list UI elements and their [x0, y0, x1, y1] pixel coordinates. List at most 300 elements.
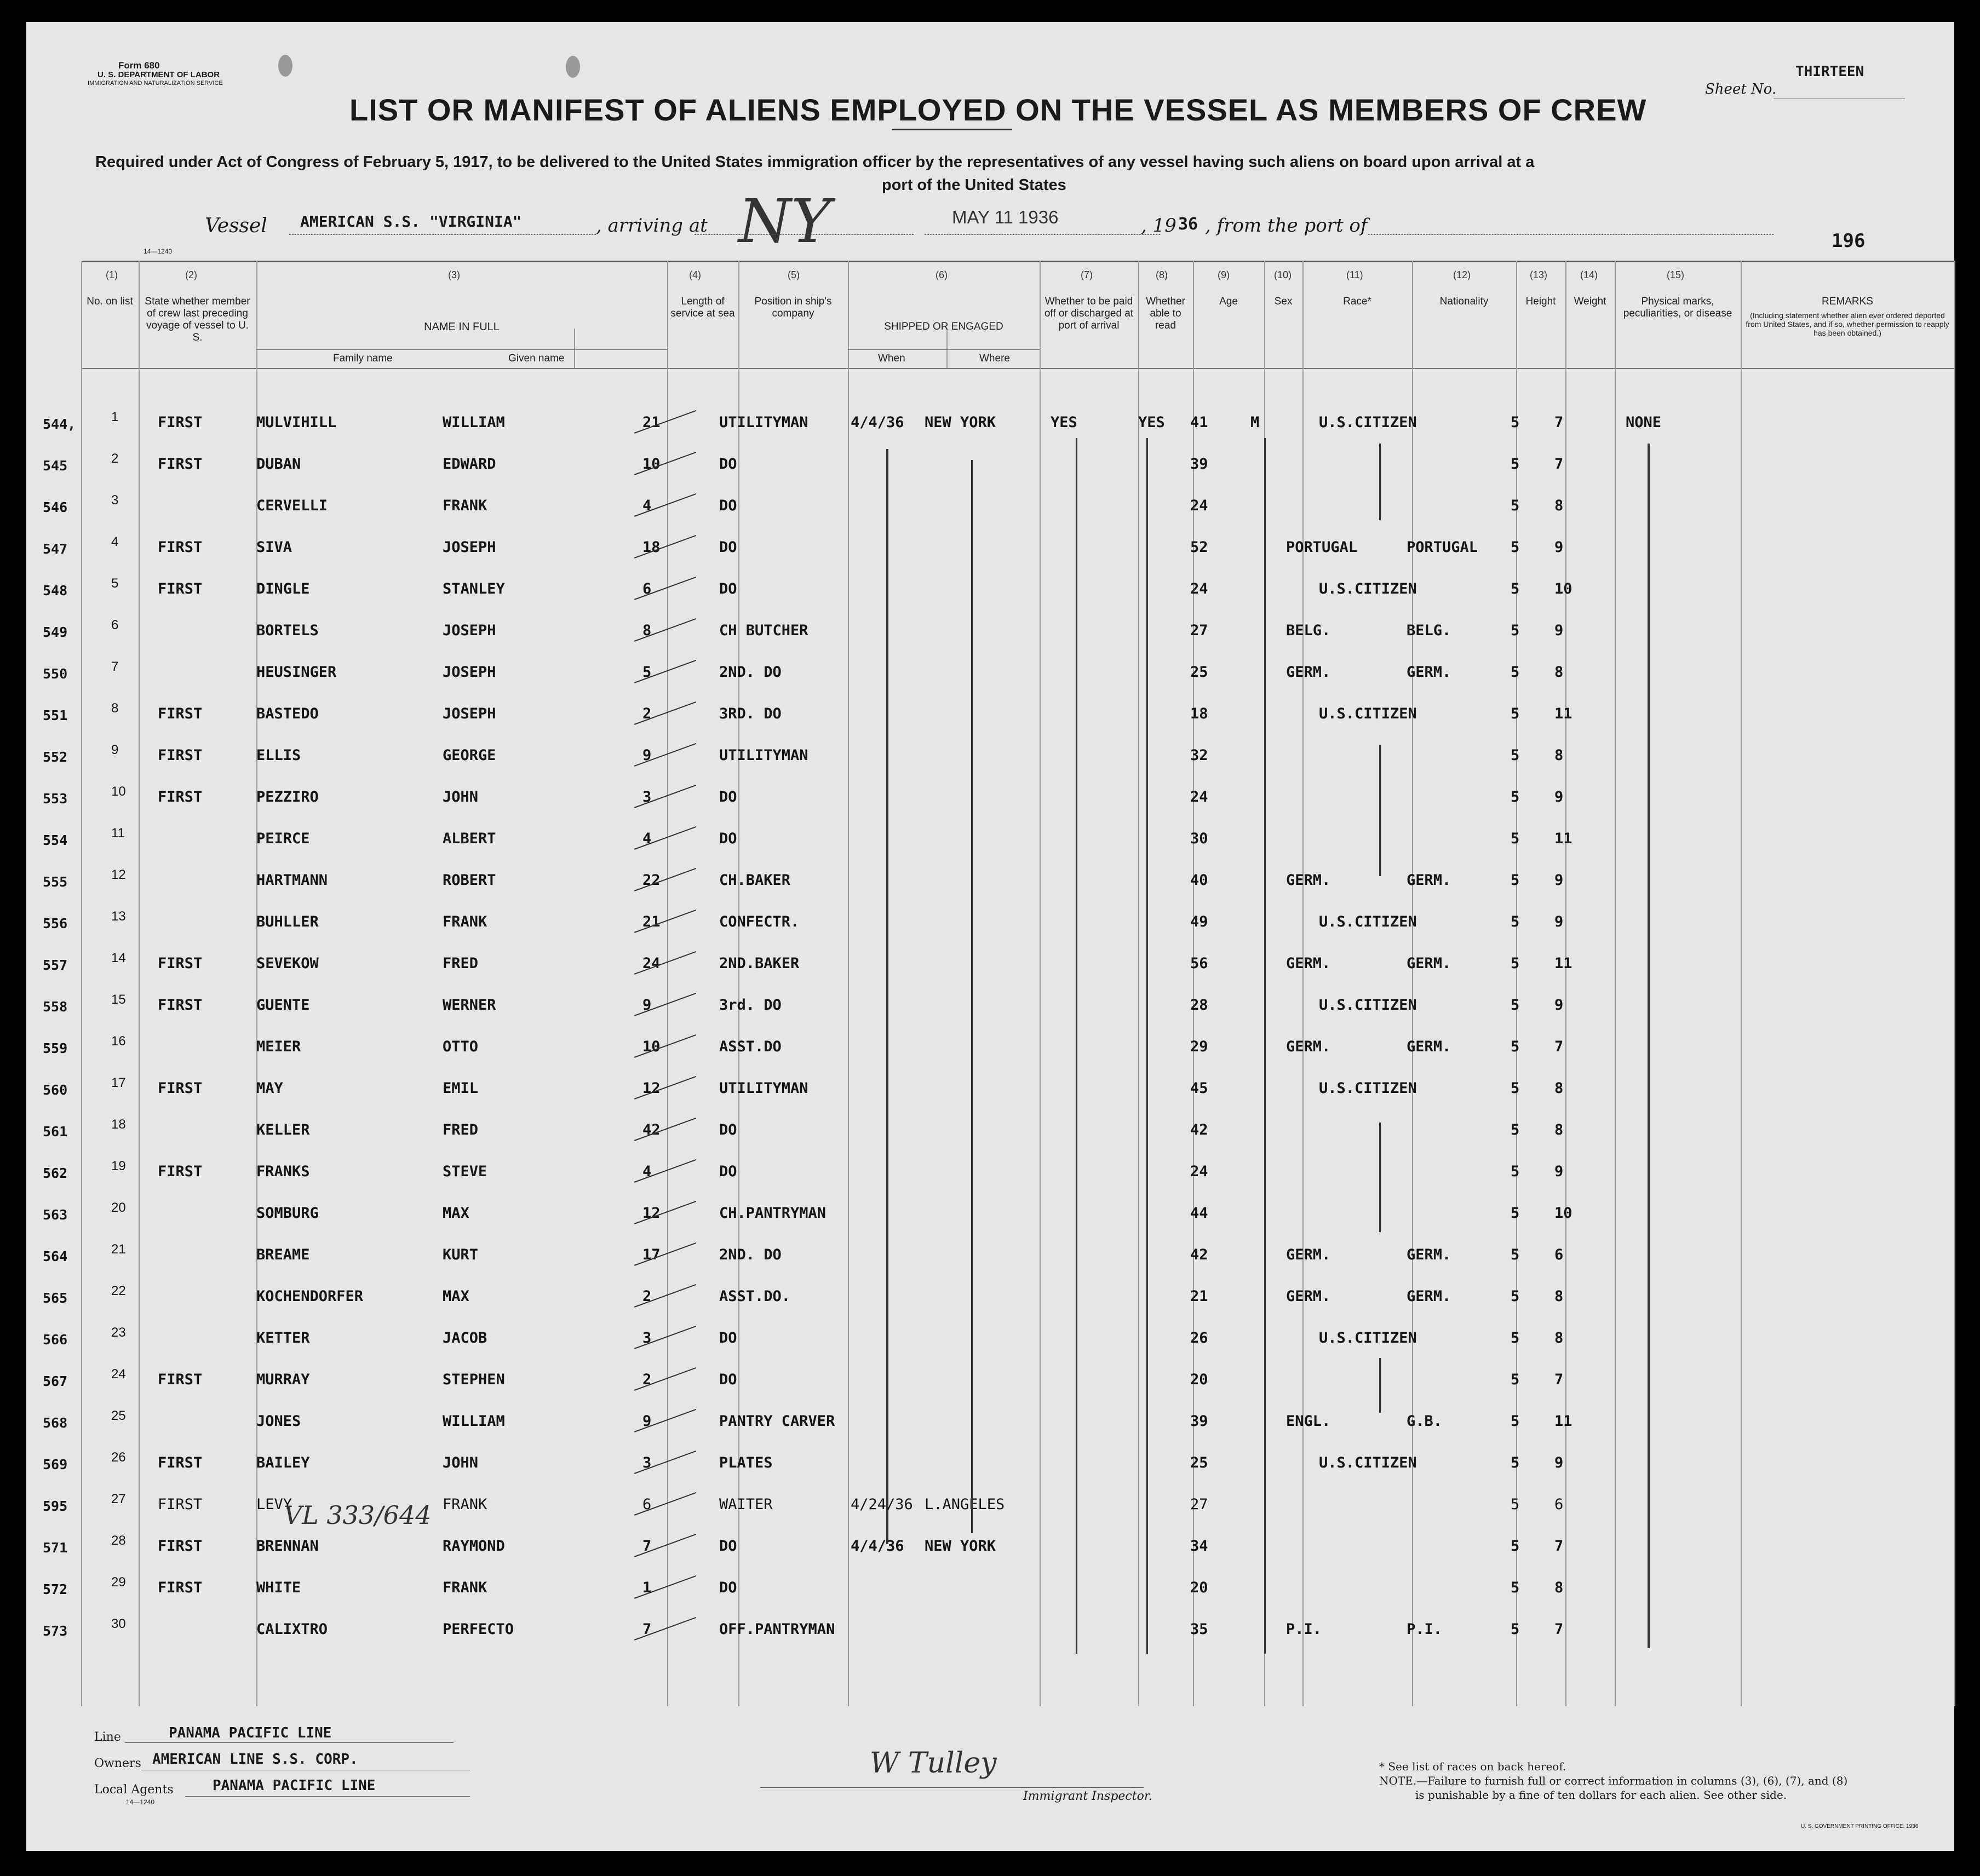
cell-family-name: KETTER: [256, 1330, 310, 1346]
cell-height: 5: [1511, 456, 1520, 473]
cell-position: 3RD. DO: [719, 705, 782, 722]
cell-age: 20: [1190, 1579, 1208, 1596]
column-header: SHIPPED OR ENGAGED: [884, 321, 1003, 332]
row-number: 4: [111, 534, 119, 549]
cell-nationality: G.B.: [1407, 1413, 1443, 1430]
service: IMMIGRATION AND NATURALIZATION SERVICE: [88, 80, 223, 87]
column-number: (2): [185, 269, 197, 280]
footer-note-2: NOTE.—Failure to furnish full or correct information in columns (3), (6), (7), and (8): [1379, 1774, 1848, 1787]
cell-position: 2ND. DO: [719, 664, 782, 681]
agents-value: PANAMA PACIFIC LINE: [213, 1777, 376, 1794]
cell-position: ASST.DO: [719, 1038, 782, 1055]
row-margin-number: 563: [43, 1207, 68, 1223]
column-divider: [1741, 261, 1742, 1706]
cell-shipped-where: NEW YORK: [925, 1538, 996, 1555]
column-header: Weight: [1574, 296, 1606, 307]
cell-given-name: STANLEY: [443, 580, 505, 597]
cell-shipped-when: 4/4/36: [851, 1538, 904, 1555]
cell-given-name: FRANK: [443, 913, 487, 930]
department: U. S. DEPARTMENT OF LABOR: [97, 70, 220, 79]
cell-service-length: 24: [642, 955, 661, 972]
arriving-value: NY: [738, 186, 831, 256]
row-margin-number: 551: [43, 707, 68, 723]
row-margin-number: 566: [43, 1332, 68, 1348]
cell-position: UTILITYMAN: [719, 414, 808, 431]
cell-height: 5: [1511, 1496, 1520, 1513]
cell-height: 5: [1511, 622, 1520, 639]
cell-service-length: 2: [642, 705, 652, 722]
column-divider: [81, 261, 82, 1706]
column-number: (15): [1667, 269, 1685, 280]
cell-weight: 9: [1554, 913, 1564, 930]
cell-nationality: GERM.: [1407, 955, 1451, 972]
cell-family-name: CALIXTRO: [256, 1621, 328, 1638]
cell-family-name: BORTELS: [256, 622, 319, 639]
owners-value: AMERICAN LINE S.S. CORP.: [152, 1751, 358, 1768]
cell-height: 5: [1511, 1621, 1520, 1638]
row-margin-number: 547: [43, 541, 68, 557]
row-number: 17: [111, 1075, 126, 1090]
column-header: Nationality: [1439, 296, 1489, 307]
cell-first-voyage: FIRST: [158, 580, 203, 597]
agents-code: 14—1240: [126, 1798, 155, 1806]
row-number: 8: [111, 701, 119, 716]
punch-hole: [566, 56, 580, 78]
cell-first-voyage: FIRST: [158, 1579, 203, 1596]
column-divider: [1302, 261, 1304, 1706]
row-margin-number: 559: [43, 1040, 68, 1056]
cell-first-voyage: FIRST: [158, 1163, 203, 1180]
cell-family-name: DINGLE: [256, 580, 310, 597]
cell-given-name: WERNER: [443, 997, 496, 1014]
row-margin-number: 548: [43, 583, 68, 599]
cell-position: PANTRY CARVER: [719, 1413, 835, 1430]
row-number: 10: [111, 784, 126, 799]
cell-service-length: 3: [642, 789, 652, 805]
year-value: 36: [1178, 215, 1198, 234]
cell-position: CH.PANTRYMAN: [719, 1205, 827, 1222]
cell-service-length: 22: [642, 872, 661, 889]
cell-race: PORTUGAL: [1286, 539, 1358, 556]
column-header: No. on list: [87, 296, 133, 307]
cell-weight: 11: [1554, 705, 1572, 722]
cell-nationality: GERM.: [1407, 1038, 1451, 1055]
cell-weight: 9: [1554, 622, 1564, 639]
cell-family-name: PEIRCE: [256, 830, 310, 847]
column-header: State whether member of crew last preceding voyage of vessel to U. S.: [145, 296, 250, 343]
cell-given-name: EMIL: [443, 1080, 479, 1097]
line-value: PANAMA PACIFIC LINE: [169, 1725, 332, 1741]
cell-first-voyage: FIRST: [158, 1371, 203, 1388]
cell-height: 5: [1511, 955, 1520, 972]
row-margin-number: 553: [43, 791, 68, 807]
cell-race: ENGL.: [1286, 1413, 1331, 1430]
cell-position: DO: [719, 539, 737, 556]
row-number: 11: [111, 826, 125, 841]
cell-service-length: 8: [642, 622, 652, 639]
cell-race: U.S.CITIZEN: [1319, 997, 1417, 1014]
row-margin-number: 569: [43, 1457, 68, 1472]
cell-position: CONFECTR.: [719, 913, 800, 930]
cell-age: 24: [1190, 1163, 1208, 1180]
handwritten-note: VL 333/644: [284, 1500, 432, 1530]
punch-hole: [278, 55, 292, 77]
cell-service-length: 21: [642, 913, 661, 930]
row-margin-number: 573: [43, 1623, 68, 1639]
cell-given-name: JOHN: [443, 789, 479, 805]
cell-weight: 7: [1554, 1538, 1564, 1555]
sheet-number: THIRTEEN: [1795, 64, 1864, 80]
row-number: 5: [111, 576, 119, 591]
cell-first-voyage: FIRST: [158, 1496, 203, 1513]
row-margin-number: 545: [43, 458, 68, 474]
cell-position: DO: [719, 497, 737, 514]
cell-age: 18: [1190, 705, 1208, 722]
table-top-line: [81, 261, 1954, 262]
row-margin-number: 564: [43, 1248, 68, 1264]
year-prefix: , 19: [1141, 215, 1176, 237]
column-subheader: Where: [979, 353, 1010, 364]
row-margin-number: 554: [43, 832, 68, 848]
cell-height: 5: [1511, 830, 1520, 847]
column-number: (10): [1274, 269, 1292, 280]
inspector-signature: W Tulley: [870, 1747, 997, 1780]
cell-family-name: KELLER: [256, 1121, 310, 1138]
cell-service-length: 42: [642, 1121, 661, 1138]
title-underline: [892, 129, 1012, 130]
column-divider: [1138, 261, 1139, 1706]
port-label: , from the port of: [1205, 215, 1368, 237]
cell-age: 32: [1190, 747, 1208, 764]
cell-age: 20: [1190, 1371, 1208, 1388]
subheader-rule: [848, 349, 1040, 350]
cell-age: 40: [1190, 872, 1208, 889]
cell-weight: 11: [1554, 955, 1572, 972]
ditto-line: [1379, 1358, 1381, 1413]
agents-label: Local Agents: [94, 1783, 174, 1797]
column-number: (14): [1580, 269, 1598, 280]
cell-weight: 9: [1554, 1163, 1564, 1180]
row-number: 28: [111, 1533, 126, 1548]
cell-race: GERM.: [1286, 664, 1331, 681]
row-margin-number: 555: [43, 874, 68, 890]
row-margin-number: 565: [43, 1290, 68, 1306]
cell-height: 5: [1511, 1205, 1520, 1222]
cell-weight: 8: [1554, 1080, 1564, 1097]
cell-weight: 7: [1554, 414, 1564, 431]
ditto-line: [1264, 438, 1266, 1654]
cell-family-name: BUHLLER: [256, 913, 319, 930]
ditto-line: [1379, 444, 1381, 520]
cell-shipped-where: NEW YORK: [925, 414, 996, 431]
cell-service-length: 1: [642, 1579, 652, 1596]
cell-position: UTILITYMAN: [719, 747, 808, 764]
cell-first-voyage: FIRST: [158, 705, 203, 722]
cell-height: 5: [1511, 789, 1520, 805]
cell-given-name: OTTO: [443, 1038, 479, 1055]
cell-first-voyage: FIRST: [158, 789, 203, 805]
cell-given-name: EDWARD: [443, 456, 496, 473]
cell-height: 5: [1511, 414, 1520, 431]
cell-family-name: BAILEY: [256, 1454, 310, 1471]
column-number: (9): [1218, 269, 1230, 280]
cell-weight: 10: [1554, 580, 1572, 597]
cell-age: 44: [1190, 1205, 1208, 1222]
remarks-note: (Including statement whether alien ever ordered deported from United States, and if so, whether permission to reapply has been obtained.): [1746, 311, 1949, 337]
cell-service-length: 3: [642, 1330, 652, 1346]
cell-service-length: 4: [642, 497, 652, 514]
column-number: (5): [788, 269, 800, 280]
cell-family-name: DUBAN: [256, 456, 301, 473]
cell-race: U.S.CITIZEN: [1319, 1330, 1417, 1346]
ditto-line: [1379, 1123, 1381, 1232]
cell-height: 5: [1511, 1538, 1520, 1555]
column-number: (7): [1081, 269, 1093, 280]
cell-position: DO: [719, 1579, 737, 1596]
ditto-line: [1648, 444, 1650, 1648]
footer-note-1: * See list of races on back hereof.: [1379, 1760, 1566, 1773]
footer-note-3: is punishable by a fine of ten dollars for each alien. See other side.: [1415, 1788, 1787, 1802]
vessel-value: AMERICAN S.S. "VIRGINIA": [300, 212, 522, 231]
column-divider: [256, 261, 257, 1706]
subheader-rule: [256, 349, 667, 350]
cell-age: 24: [1190, 789, 1208, 805]
date-stamp: MAY 11 1936: [952, 207, 1059, 227]
cell-first-voyage: FIRST: [158, 539, 203, 556]
cell-given-name: GEORGE: [443, 747, 496, 764]
cell-position: OFF.PANTRYMAN: [719, 1621, 835, 1638]
cell-position: DO: [719, 789, 737, 805]
cell-given-name: JOHN: [443, 1454, 479, 1471]
name-subdivider: [574, 329, 575, 368]
row-number: 25: [111, 1408, 126, 1423]
cell-given-name: WILLIAM: [443, 1413, 505, 1430]
cell-given-name: FRED: [443, 955, 479, 972]
cell-weight: 7: [1554, 1038, 1564, 1055]
cell-height: 5: [1511, 1330, 1520, 1346]
cell-weight: 8: [1554, 664, 1564, 681]
column-number: (6): [936, 269, 948, 280]
cell-age: 30: [1190, 830, 1208, 847]
cell-family-name: BRENNAN: [256, 1538, 319, 1555]
cell-position: ASST.DO.: [719, 1288, 791, 1305]
cell-given-name: ROBERT: [443, 872, 496, 889]
cell-height: 5: [1511, 1246, 1520, 1263]
column-divider: [738, 261, 739, 1706]
cell-height: 5: [1511, 664, 1520, 681]
row-margin-number: 556: [43, 916, 68, 931]
cell-weight: 11: [1554, 830, 1572, 847]
line-label: Line: [94, 1730, 121, 1744]
cell-age: 42: [1190, 1121, 1208, 1138]
cell-given-name: JOSEPH: [443, 539, 496, 556]
cell-weight: 7: [1554, 1621, 1564, 1638]
cell-height: 5: [1511, 1080, 1520, 1097]
cell-family-name: JONES: [256, 1413, 301, 1430]
column-subheader: Family name: [333, 353, 393, 364]
cell-position: DO: [719, 830, 737, 847]
cell-service-length: 6: [642, 580, 652, 597]
cell-position: DO: [719, 1330, 737, 1346]
cell-height: 5: [1511, 747, 1520, 764]
column-header: Height: [1525, 296, 1556, 307]
cell-first-voyage: FIRST: [158, 955, 203, 972]
row-number: 24: [111, 1367, 126, 1382]
row-margin-number: 560: [43, 1082, 68, 1098]
line-rule: [125, 1742, 454, 1743]
vessel-line: [289, 234, 596, 235]
cell-family-name: PEZZIRO: [256, 789, 319, 805]
cell-position: PLATES: [719, 1454, 773, 1471]
cell-weight: 6: [1554, 1496, 1564, 1513]
cell-race: P.I.: [1286, 1621, 1322, 1638]
row-margin-number: 552: [43, 749, 68, 765]
cell-family-name: KOCHENDORFER: [256, 1288, 364, 1305]
cell-age: 24: [1190, 497, 1208, 514]
cell-service-length: 6: [642, 1496, 652, 1513]
cell-family-name: ELLIS: [256, 747, 301, 764]
cell-given-name: FRED: [443, 1121, 479, 1138]
cell-service-length: 2: [642, 1371, 652, 1388]
column-divider: [1565, 261, 1566, 1706]
cell-race: U.S.CITIZEN: [1319, 913, 1417, 930]
cell-first-voyage: FIRST: [158, 1454, 203, 1471]
cell-weight: 9: [1554, 1454, 1564, 1471]
cell-family-name: MEIER: [256, 1038, 301, 1055]
column-number: (13): [1530, 269, 1548, 280]
cell-weight: 8: [1554, 497, 1564, 514]
cell-service-length: 3: [642, 1454, 652, 1471]
cell-race: U.S.CITIZEN: [1319, 580, 1417, 597]
cell-height: 5: [1511, 1579, 1520, 1596]
date-line: [925, 234, 1160, 235]
cell-shipped-when: 4/4/36: [851, 414, 904, 431]
cell-service-length: 7: [642, 1621, 652, 1638]
cell-given-name: MAX: [443, 1288, 469, 1305]
cell-age: 41: [1190, 414, 1208, 431]
page-title: LIST OR MANIFEST OF ALIENS EMPLOYED ON THE VESSEL AS MEMBERS OF CREW: [349, 93, 1647, 127]
column-number: (11): [1346, 269, 1363, 280]
ditto-line: [886, 449, 888, 1544]
cell-height: 5: [1511, 1163, 1520, 1180]
table-header-bottom: [81, 368, 1954, 369]
cell-age: 49: [1190, 913, 1208, 930]
cell-weight: 9: [1554, 539, 1564, 556]
arriving-line: [695, 234, 914, 235]
cell-first-voyage: FIRST: [158, 1538, 203, 1555]
inspector-label: Immigrant Inspector.: [1023, 1789, 1152, 1803]
cell-given-name: JACOB: [443, 1330, 487, 1346]
cell-service-length: 9: [642, 997, 652, 1014]
cell-service-length: 12: [642, 1205, 661, 1222]
cell-service-length: 10: [642, 1038, 661, 1055]
cell-weight: 8: [1554, 1579, 1564, 1596]
cell-age: 52: [1190, 539, 1208, 556]
column-divider: [1516, 261, 1517, 1706]
column-header: NAME IN FULL: [424, 321, 500, 333]
ditto-line: [971, 460, 973, 1533]
cell-position: CH BUTCHER: [719, 622, 808, 639]
vessel-label: Vessel: [205, 215, 267, 237]
row-margin-number: 557: [43, 957, 68, 973]
row-margin-number: 572: [43, 1581, 68, 1597]
row-margin-number: 562: [43, 1165, 68, 1181]
cell-height: 5: [1511, 1038, 1520, 1055]
cell-height: 5: [1511, 913, 1520, 930]
cell-weight: 10: [1554, 1205, 1572, 1222]
cell-height: 5: [1511, 539, 1520, 556]
row-margin-number: 568: [43, 1415, 68, 1431]
cell-given-name: STEPHEN: [443, 1371, 505, 1388]
column-header: Age: [1219, 296, 1238, 307]
cell-position: DO: [719, 1121, 737, 1138]
printer-line: U. S. GOVERNMENT PRINTING OFFICE: 1936: [1801, 1823, 1919, 1829]
column-number: (3): [448, 269, 460, 280]
cell-service-length: 2: [642, 1288, 652, 1305]
cell-race: U.S.CITIZEN: [1319, 1454, 1417, 1471]
column-number: (12): [1453, 269, 1471, 280]
row-margin-number: 561: [43, 1124, 68, 1140]
cell-age: 29: [1190, 1038, 1208, 1055]
row-number: 12: [111, 867, 126, 882]
cell-position: DO: [719, 456, 737, 473]
cell-family-name: MURRAY: [256, 1371, 310, 1388]
cell-shipped-where: L.ANGELES: [925, 1496, 1005, 1513]
cell-service-length: 10: [642, 456, 661, 473]
cell-age: 42: [1190, 1246, 1208, 1263]
cell-position: DO: [719, 1163, 737, 1180]
row-number: 13: [111, 909, 126, 924]
cell-first-voyage: FIRST: [158, 997, 203, 1014]
cell-race: GERM.: [1286, 1246, 1331, 1263]
cell-given-name: FRANK: [443, 497, 487, 514]
cell-physical-marks: NONE: [1626, 414, 1662, 431]
cell-nationality: GERM.: [1407, 664, 1451, 681]
column-subheader: When: [878, 353, 905, 364]
cell-age: 25: [1190, 664, 1208, 681]
cell-age: 56: [1190, 955, 1208, 972]
cell-shipped-when: 4/24/36: [851, 1496, 913, 1513]
row-margin-number: 567: [43, 1373, 68, 1389]
row-number: 6: [111, 618, 119, 632]
cell-given-name: KURT: [443, 1246, 479, 1263]
cell-nationality: P.I.: [1407, 1621, 1443, 1638]
cell-race: GERM.: [1286, 1038, 1331, 1055]
cell-paid-off: YES: [1051, 414, 1077, 431]
column-divider: [1615, 261, 1616, 1706]
cell-age: 34: [1190, 1538, 1208, 1555]
cell-family-name: HARTMANN: [256, 872, 328, 889]
ditto-line: [1146, 438, 1148, 1654]
cell-given-name: JOSEPH: [443, 664, 496, 681]
cell-height: 5: [1511, 1413, 1520, 1430]
row-number: 14: [111, 951, 126, 965]
cell-age: 21: [1190, 1288, 1208, 1305]
port-line: [1368, 234, 1774, 235]
cell-race: U.S.CITIZEN: [1319, 414, 1417, 431]
cell-position: UTILITYMAN: [719, 1080, 808, 1097]
arriving-label: , arriving at: [596, 215, 708, 237]
row-number: 21: [111, 1242, 126, 1257]
cell-family-name: GUENTE: [256, 997, 310, 1014]
row-number: 2: [111, 451, 119, 466]
cell-position: DO: [719, 1538, 737, 1555]
row-number: 1: [111, 410, 119, 424]
cell-race: GERM.: [1286, 1288, 1331, 1305]
cell-weight: 11: [1554, 1413, 1572, 1430]
row-number: 20: [111, 1200, 126, 1215]
cell-nationality: GERM.: [1407, 1288, 1451, 1305]
